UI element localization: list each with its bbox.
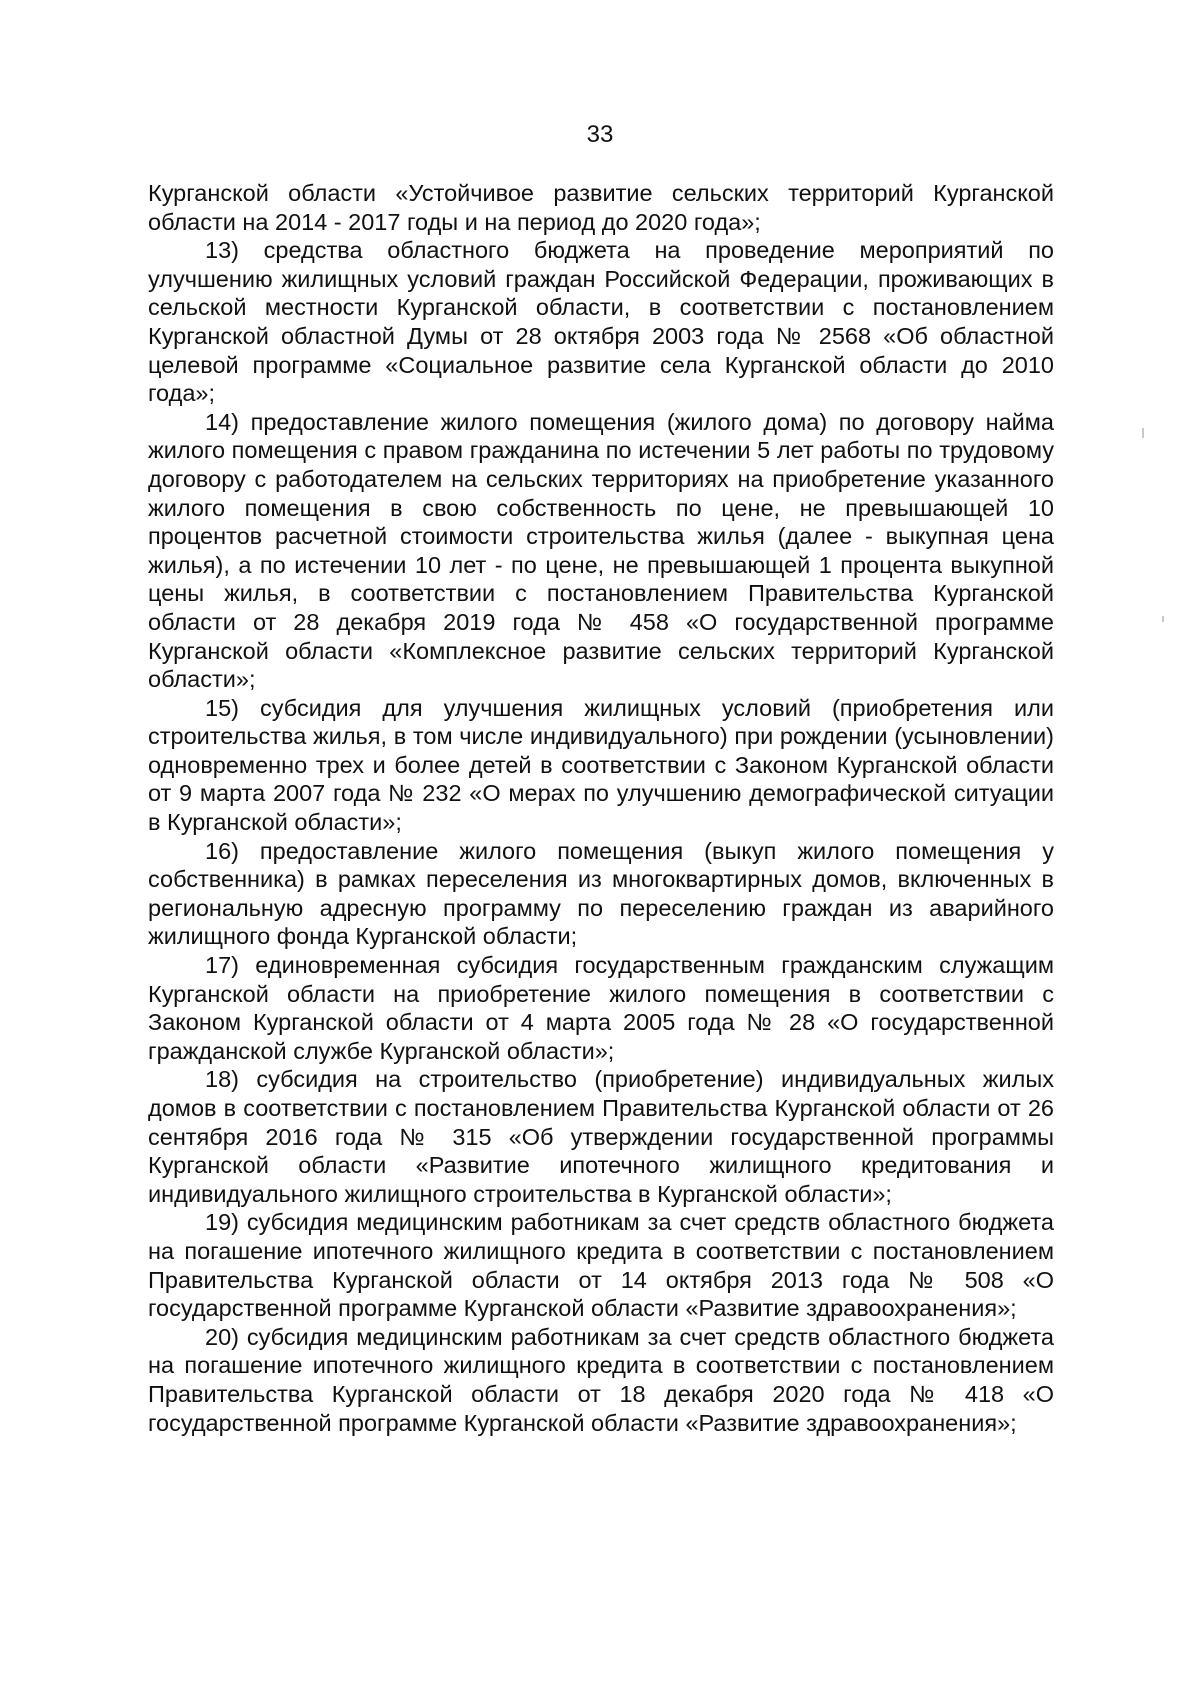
scan-mark-right-lower: [1162, 616, 1164, 622]
document-body: [148, 179, 1054, 1437]
paragraph-item-17: 17) единовременная субсидия государственным гражданским служащим Курганской области на приобретение жилого помещения в соответствии с Законом Курганской области от 4 марта 2005 года № 28 «О государственной гражданской службе Курганской области»;: [148, 952, 1054, 1064]
paragraph-item-19: 19) субсидия медицинским работникам за счет средств областного бюджета на погашение ипотечного жилищного кредита в соответствии с постановлением Правительства Курганской области от 14 октября 2013 года № 508 «О государственной программе Курганской области «Развитие здравоохранения»;: [148, 1209, 1054, 1322]
paragraph-item-18: 18) субсидия на строительство (приобретение) индивидуальных жилых домов в соответствии с постановлением Правительства Курганской области от 26 сентября 2016 года № 315 «Об утверждении государственной программы Курганской области «Развитие ипотечного жилищного кредитования и индивидуального жилищного строительства в Курганской области»;: [148, 1066, 1054, 1207]
scan-mark-right: [1142, 428, 1144, 438]
paragraph-item-15: 15) субсидия для улучшения жилищных условий (приобретения или строительства жилья, в том числе индивидуального) при рождении (усыновлении) одновременно трех и более детей в соответствии с Законом Курганской области от 9 марта 2007 года № 232 «О мерах по улучшению демографической ситуации в Курганской области»;: [148, 694, 1054, 836]
paragraph-item-13: 13) средства областного бюджета на проведение мероприятий по улучшению жилищных условий граждан Российской Федерации, проживающих в сельской местности Курганской области, в соответствии с постановлением Курганской областной Думы от 28 октября 2003 года № 2568 «Об областной целевой программе «Социальное развитие села Курганской области до 2010 года»;: [148, 237, 1054, 407]
paragraph-item-14: 14) предоставление жилого помещения (жилого дома) по договору найма жилого помещения с правом гражданина по истечении 5 лет работы по трудовому договору с работодателем на сельских территориях на приобретение указанного жилого помещения в свою собственность по цене, не превышающей 10 процентов расчетной стоимости строительства жилья (далее - выкупная цена жилья), а по истечении 10 лет - по цене, не превышающей 1 процента выкупной цены жилья, в соответствии с постановлением Правительства Курганской области от 28 декабря 2019 года № 458 «О государственной программе Курганской области «Комплексное развитие сельских территорий Курганской области»;: [148, 408, 1054, 693]
paragraph-0: Курганской области «Устойчивое развитие сельских территорий Курганской области на 2014 - 2017 годы и на период до 2020 года»;: [148, 180, 1054, 235]
paragraph-item-16: 16) предоставление жилого помещения (выкуп жилого помещения у собственника) в рамках переселения из многоквартирных домов, включенных в региональную адресную программу по переселению граждан из аварийного жилищного фонда Курганской области;: [148, 837, 1054, 950]
paragraph-item-20: 20) субсидия медицинским работникам за счет средств областного бюджета на погашение ипотечного жилищного кредита в соответствии с постановлением Правительства Курганской области от 18 декабря 2020 года № 418 «О государственной программе Курганской области «Развитие здравоохранения»;: [148, 1323, 1054, 1436]
page-number: 33: [586, 121, 614, 148]
